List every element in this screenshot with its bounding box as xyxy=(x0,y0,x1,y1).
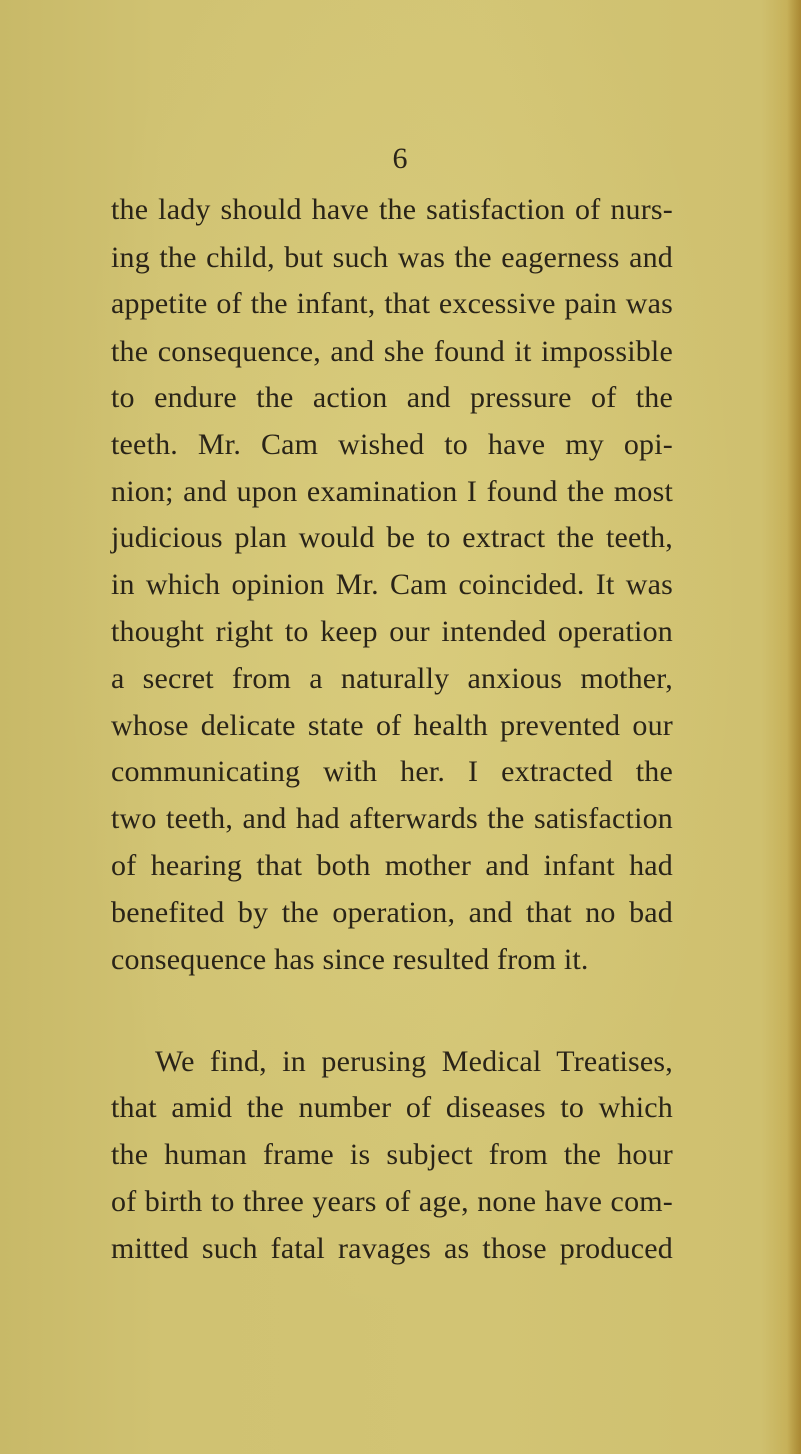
text-line: thought right to keep our intended operation xyxy=(111,615,673,648)
text-line: consequence has since resulted from it. xyxy=(111,943,589,976)
page-number: 6 xyxy=(392,142,409,175)
page-edge-shadow xyxy=(787,0,801,1454)
text-line: the lady should have the satisfaction of nurs- xyxy=(111,193,673,226)
text-line: nion; and upon examination I found the most xyxy=(111,475,673,508)
text-line: of hearing that both mother and infant had xyxy=(111,849,673,882)
text-line: teeth. Mr. Cam wished to have my opi- xyxy=(111,428,673,461)
text-line: in which opinion Mr. Cam coincided. It was xyxy=(111,568,673,601)
text-line: We find, in perusing Medical Treatises, xyxy=(155,1045,673,1078)
text-line: whose delicate state of health prevented our xyxy=(111,709,673,742)
text-line: appetite of the infant, that excessive pain was xyxy=(111,287,673,320)
text-line: the consequence, and she found it impossible xyxy=(111,335,673,368)
text-line: of birth to three years of age, none have com- xyxy=(111,1185,673,1218)
text-line: to endure the action and pressure of the xyxy=(111,381,673,414)
text-line: two teeth, and had afterwards the satisfaction xyxy=(111,802,673,835)
text-line: benefited by the operation, and that no bad xyxy=(111,896,673,929)
text-line: a secret from a naturally anxious mother, xyxy=(111,662,673,695)
text-line: judicious plan would be to extract the teeth, xyxy=(111,521,673,554)
text-line: ing the child, but such was the eagerness and xyxy=(111,241,673,274)
text-line: that amid the number of diseases to which xyxy=(111,1091,673,1124)
text-line: the human frame is subject from the hour xyxy=(111,1138,673,1171)
text-line: communicating with her. I extracted the xyxy=(111,755,673,788)
text-line: mitted such fatal ravages as those produced xyxy=(111,1232,673,1265)
